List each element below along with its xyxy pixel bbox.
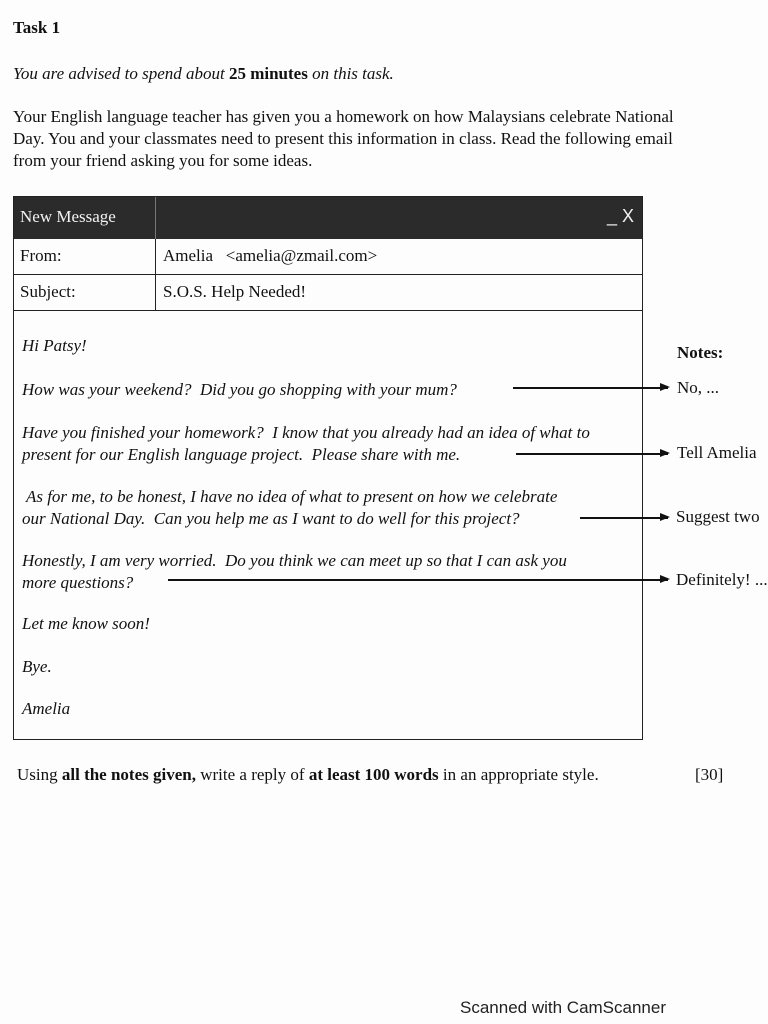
note-arrow-3 (580, 517, 668, 519)
instruction-text: write a reply of (195, 765, 309, 784)
email-signature: Amelia (22, 699, 71, 718)
notes-title: Notes: (677, 343, 724, 362)
task-instruction (17, 765, 599, 785)
paragraph-line: present for our English language project. Please share with me. (22, 445, 461, 464)
email-greeting: Hi Patsy! (22, 336, 87, 355)
instruction-text: Using (17, 765, 62, 784)
advice-text-pre: You are advised to spend about (13, 64, 229, 83)
from-value: Amelia <amelia@zmail.com> (163, 246, 378, 265)
note-3: Suggest two (676, 507, 760, 526)
intro-line: from your friend asking you for some ideas. (13, 151, 313, 170)
time-advice (13, 64, 394, 84)
note-1: No, ... (677, 378, 720, 397)
note-arrow-4 (168, 579, 668, 581)
note-arrow-2 (516, 453, 668, 455)
email-subject-row (14, 275, 642, 311)
marks-allocation: [30] (695, 765, 724, 784)
instruction-emphasis: all the notes given, (61, 765, 196, 784)
from-label: From: (14, 239, 156, 274)
note-4: Definitely! ... (676, 570, 768, 589)
paragraph-line: Honestly, I am very worried. Do you think we can meet up so that I can ask you (22, 551, 567, 570)
task-title: Task 1 (13, 18, 61, 37)
paragraph-line: more questions? (22, 573, 134, 592)
subject-label: Subject: (14, 275, 156, 310)
advice-duration: 25 minutes (228, 64, 308, 83)
paragraph-line: Have you finished your homework? I know that you already had an idea of what to (22, 423, 590, 442)
subject-value: S.O.S. Help Needed! (163, 282, 307, 301)
email-paragraph-1: How was your weekend? Did you go shopping with your mum? (22, 380, 457, 399)
note-arrow-1 (513, 387, 668, 389)
email-from-row (14, 239, 642, 275)
email-paragraph-2 (22, 422, 590, 466)
paragraph-line: our National Day. Can you help me as I want to do well for this project? (22, 509, 520, 528)
intro-line: Your English language teacher has given you a homework on how Malaysians celebrate National (13, 107, 674, 126)
email-paragraph-4 (22, 550, 567, 594)
email-paragraph-3 (22, 486, 557, 530)
task-introduction (13, 106, 738, 172)
email-sign-off: Bye. (22, 657, 52, 676)
note-2: Tell Amelia (677, 443, 757, 462)
email-paragraph-5: Let me know soon! (22, 614, 150, 633)
email-window-title: New Message (14, 197, 156, 239)
scanner-watermark: Scanned with CamScanner (460, 998, 667, 1017)
window-controls: _ X (606, 206, 634, 226)
advice-text-post: on this task. (307, 64, 394, 83)
email-title-bar (14, 197, 642, 239)
instruction-text: in an appropriate style. (438, 765, 599, 784)
intro-line: Day. You and your classmates need to present this information in class. Read the following email (13, 129, 673, 148)
paragraph-line: As for me, to be honest, I have no idea of what to present on how we celebrate (22, 487, 558, 506)
instruction-emphasis: at least 100 words (308, 765, 439, 784)
email-window (13, 196, 643, 740)
